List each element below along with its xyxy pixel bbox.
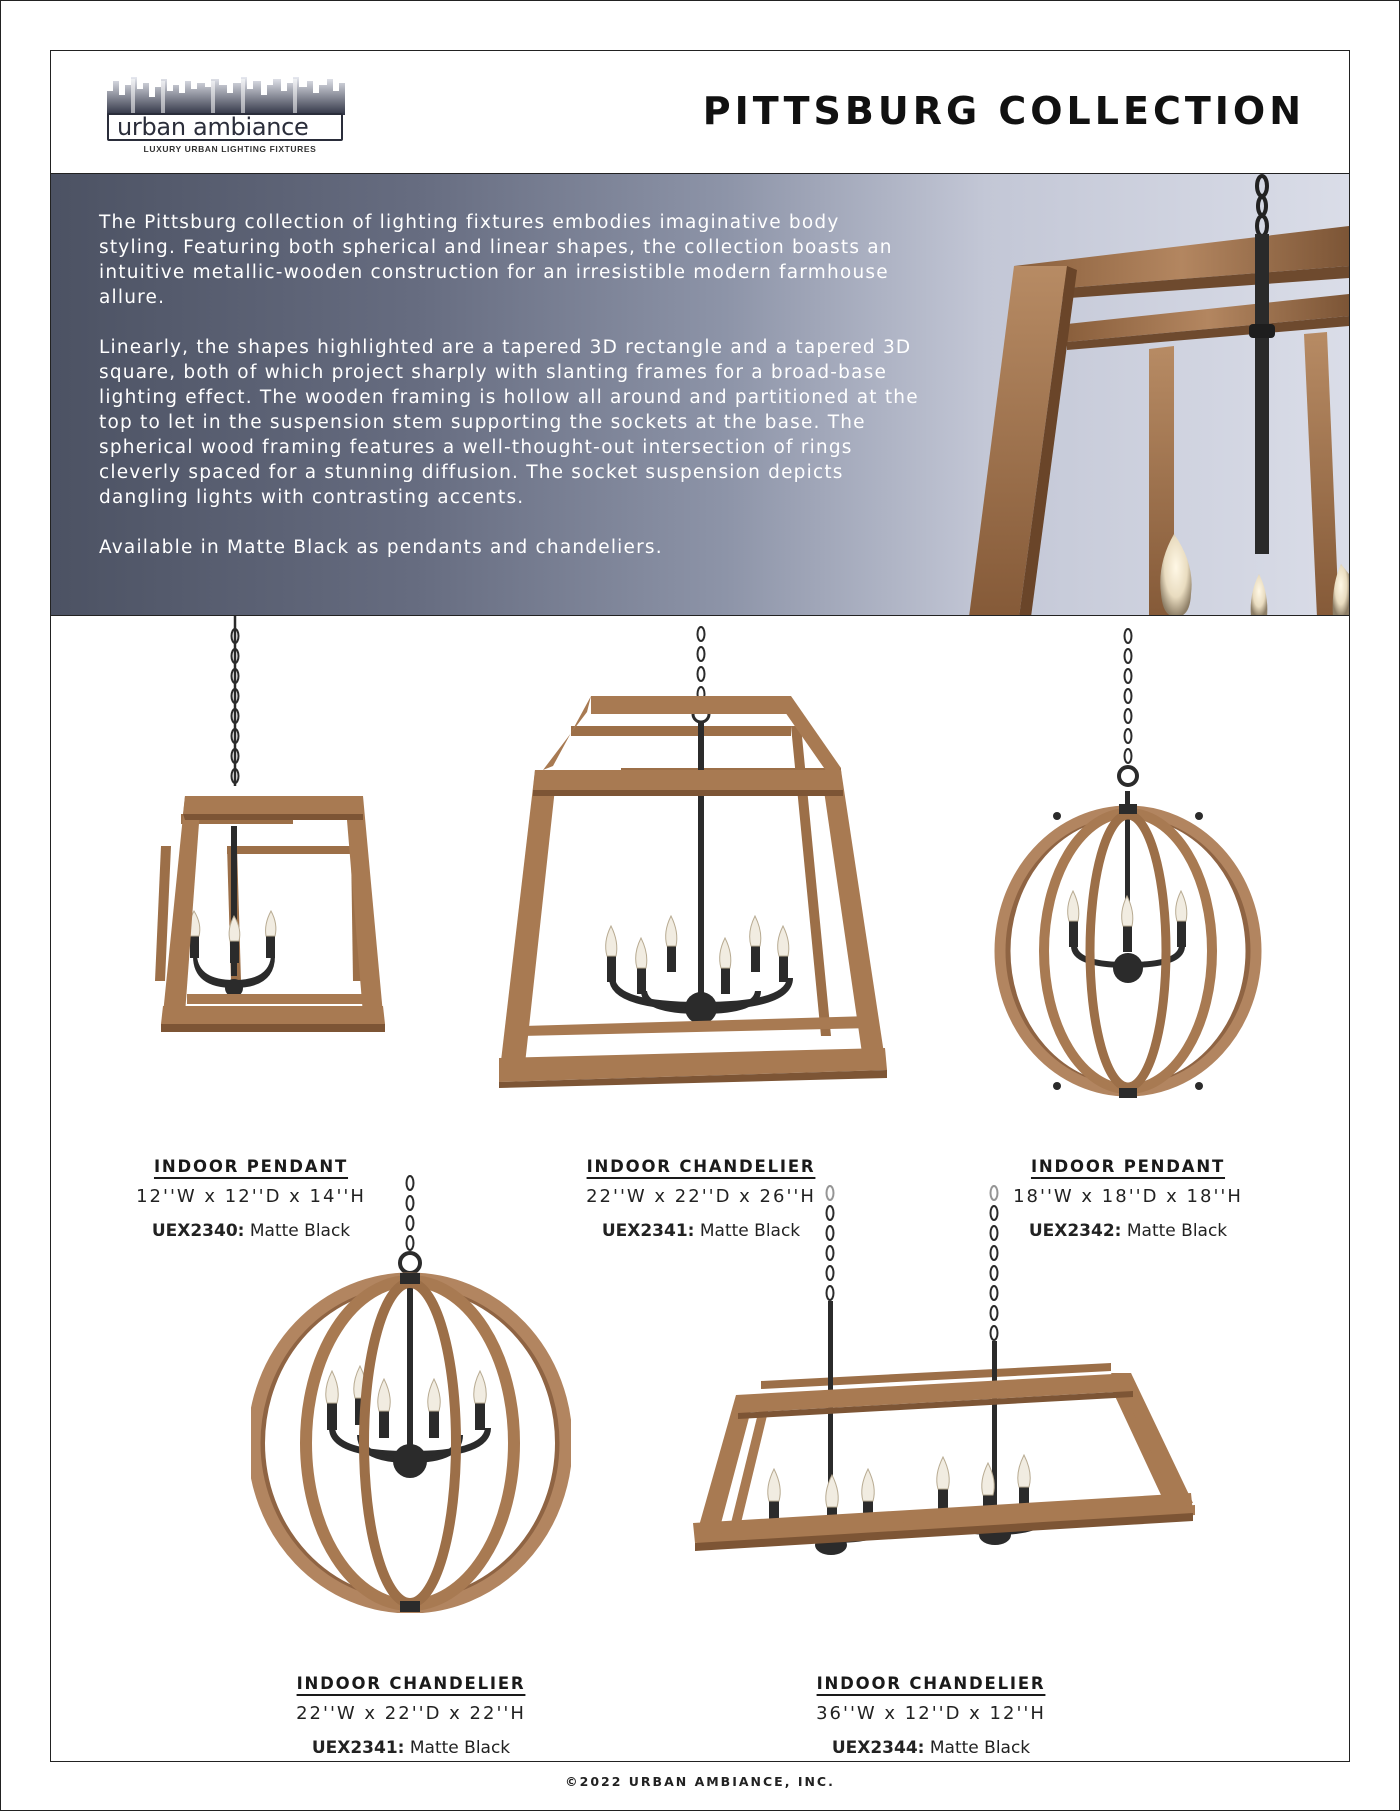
product-sku-line (251, 1737, 571, 1759)
intro-paragraph: Available in Matte Black as pendants and chandeliers. (99, 537, 663, 558)
product-type: INDOOR PENDANT (153, 1157, 349, 1176)
product-dimensions: 22''W x 22''D x 26''H (586, 1186, 816, 1207)
product-finish: Matte Black (244, 1221, 351, 1241)
brand-wordmark: urban ambiance (107, 113, 343, 141)
copyright-footer: ©2022 URBAN AMBIANCE, INC. (565, 1774, 835, 1789)
product-type: INDOOR CHANDELIER (586, 1157, 816, 1176)
product-finish: Matte Black (694, 1221, 801, 1241)
page-frame (50, 50, 1350, 1762)
product-dimensions: 36''W x 12''D x 12''H (816, 1703, 1046, 1724)
intro-paragraph: The Pittsburg collection of lighting fixtures embodies imaginative body styling. Featuring both spherical and linear shapes, the collection boasts an intuitive metallic-wooden construction for an irresistible modern farmhouse allure. (99, 212, 893, 308)
product-card (491, 616, 911, 1241)
product-sku: UEX2341: (601, 1221, 695, 1241)
square-lantern-pendant-image (101, 616, 401, 1136)
product-type: INDOOR PENDANT (1030, 1157, 1226, 1176)
brand-tagline: LUXURY URBAN LIGHTING FIXTURES (143, 144, 317, 154)
product-dimensions: 12''W x 12''D x 14''H (136, 1186, 366, 1207)
brand-logo (97, 73, 347, 159)
product-finish: Matte Black (404, 1738, 511, 1758)
product-type: INDOOR CHANDELIER (296, 1674, 526, 1693)
linear-chandelier-image (631, 1173, 1231, 1613)
product-type: INDOOR CHANDELIER (816, 1674, 1046, 1693)
page-title: PITTSBURG COLLECTION (702, 89, 1305, 133)
orb-pendant-image (991, 616, 1311, 1136)
skyline-logo-icon (101, 73, 351, 115)
product-caption (251, 1673, 571, 1759)
product-sku: UEX2340: (151, 1221, 245, 1241)
intro-text (99, 210, 919, 585)
hero-lantern-closeup-image (969, 174, 1349, 616)
intro-paragraph: Linearly, the shapes highlighted are a tapered 3D rectangle and a tapered 3D square, both of which project sharply with slanting frames for a broad-base lighting effect. The wooden framing is hollow all around and partitioned at the top to let in the suspension stem supporting the sockets at the base. The spherical wood framing features a well-thought-out intersection of rings cleverly spaced for a stunning diffusion. The socket suspension depicts dangling lights with contrasting accents. (99, 337, 919, 508)
hero-banner (51, 173, 1349, 616)
product-caption (631, 1673, 1231, 1759)
product-sku: UEX2342: (1028, 1221, 1122, 1241)
product-card (101, 616, 401, 1241)
header (51, 51, 1349, 173)
square-lantern-chandelier-image (491, 616, 911, 1136)
product-card (991, 616, 1311, 1241)
product-sku: UEX2341: (311, 1738, 405, 1758)
orb-chandelier-image (251, 1173, 571, 1613)
product-sku-line (631, 1737, 1231, 1759)
product-dimensions: 18''W x 18''D x 18''H (1013, 1186, 1243, 1207)
product-finish: Matte Black (1121, 1221, 1228, 1241)
product-card (251, 1173, 571, 1758)
product-dimensions: 22''W x 22''D x 22''H (296, 1703, 526, 1724)
product-sku: UEX2344: (831, 1738, 925, 1758)
product-finish: Matte Black (924, 1738, 1031, 1758)
product-card (631, 1173, 1231, 1758)
